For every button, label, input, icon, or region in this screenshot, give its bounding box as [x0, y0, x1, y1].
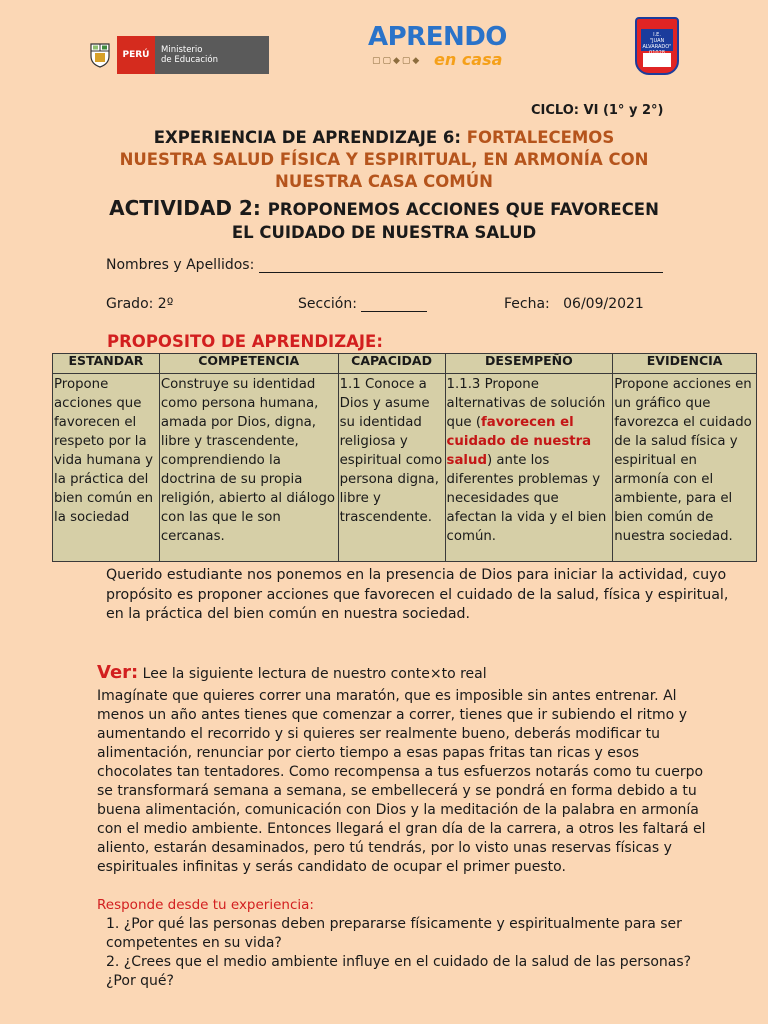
list-item: 1. ¿Por qué las personas deben prepararse físicamente y espiritualmente para ser competentes en su vida?	[106, 916, 682, 951]
en-casa-text: en casa	[434, 50, 503, 69]
cell-estandar: Propone acciones que favorecen el respeto por la vida humana y la práctica del bien común en la sociedad	[53, 374, 160, 562]
ver-heading	[97, 662, 487, 683]
coat-of-arms-icon	[83, 36, 117, 74]
table-header-row	[53, 354, 757, 374]
aprendo-text: APRENDO	[368, 22, 507, 52]
cell-desempeno	[445, 374, 613, 562]
peru-label: PERÚ	[117, 36, 155, 74]
experiencia-prefix: EXPERIENCIA DE APRENDIZAJE 6:	[153, 128, 467, 147]
experiencia-line2: NUESTRA SALUD FÍSICA Y ESPIRITUAL, EN ARMONÍA CON	[119, 150, 649, 169]
ver-subtitle: Lee la siguiente lectura de nuestro conte×to real	[138, 666, 487, 682]
proposito-title: PROPOSITO DE APRENDIZAJE:	[107, 332, 383, 351]
ministry-label	[155, 36, 269, 74]
actividad-title	[0, 197, 768, 244]
competencias-table	[52, 353, 757, 562]
school-crest-line1: I.E.	[653, 32, 661, 38]
header-desempeno: DESEMPEÑO	[445, 354, 613, 374]
fecha-value: 06/09/2021	[563, 296, 644, 312]
grado-label: Grado: 2º	[106, 296, 174, 312]
school-crest-line2: "JUAN ALVARADO"	[642, 38, 672, 50]
experiencia-line1: FORTALECEMOS	[466, 128, 615, 147]
ministry-line2: de Educación	[161, 55, 218, 65]
fecha-label: Fecha:	[504, 296, 550, 312]
ver-label: Ver:	[97, 662, 139, 683]
actividad-label: ACTIVIDAD 2:	[109, 196, 268, 220]
table-row	[53, 374, 757, 562]
ministry-line1: Ministerio	[161, 45, 203, 55]
desempeno-text-a: 1.1.3 Propone alternativas de solución que (	[446, 377, 606, 430]
fecha-field	[504, 296, 644, 312]
nombres-field	[106, 257, 663, 273]
header-capacidad: CAPACIDAD	[338, 354, 445, 374]
cell-competencia: Construye su identidad como persona humana, amada por Dios, digna, libre y trascendente, comprendiendo la doctrina de su propia religión, abierto al diálogo con las que le son cercanas.	[159, 374, 338, 562]
cell-evidencia: Propone acciones en un gráfico que favorezca el cuidado de la salud física y espiritual en armonía con el ambiente, para el bien común de nuestra sociedad.	[613, 374, 757, 562]
responde-title: Responde desde tu experiencia:	[97, 897, 314, 913]
aprendo-dots: ▢▢◆▢◆	[372, 56, 422, 66]
ver-body: Imagínate que quieres correr una maratón, que es imposible sin antes entrenar. Al menos un año antes tienes que comenzar a correr, tienes que ir subiendo el ritmo y aumentando el recorrido y si quieres ser realmente bueno, deberás modificar tu alimentación, renunciar por cierto tiempo a esas papas fritas tan ricas y esos chocolates tan tentadores. Como recompensa a tus esfuerzos notarás como tu cuerpo se transformará semana a semana, se embellecerá y se pondrá en forma debido a tu buena alimentación, comunicación con Dios y la meditación de la palabra en armonía con el medio ambiente. Entonces llegará el gran día de la carrera, a otros les faltará el aliento, estarán desaminados, pero tú tendrás, por lo visto unas reservas físicas y espirituales infinitas y serás candidato de ocupar el primer puesto.	[97, 688, 706, 875]
aprendo-en-casa-logo	[368, 22, 518, 72]
school-crest-icon	[635, 17, 679, 75]
experiencia-title	[0, 127, 768, 193]
desempeno-highlight: favorecen el cuidado de nuestra salud	[446, 415, 592, 468]
desempeno-text-b: ) ante los diferentes problemas y necesidades que afectan la vida y el bien común.	[446, 453, 607, 544]
seccion-field	[298, 296, 427, 312]
experiencia-line3: NUESTRA CASA COMÚN	[275, 172, 493, 191]
header-estandar: ESTANDAR	[53, 354, 160, 374]
actividad-line1: PROPONEMOS ACCIONES QUE FAVORECEN	[267, 200, 659, 219]
nombres-blank[interactable]	[259, 258, 663, 273]
cell-capacidad: 1.1 Conoce a Dios y asume su identidad religiosa y espiritual como persona digna, libre y trascendente.	[338, 374, 445, 562]
ciclo-label: CICLO: VI (1° y 2°)	[531, 103, 664, 118]
seccion-label: Sección:	[298, 296, 362, 312]
school-crest-banner	[641, 29, 673, 51]
minedu-logo	[83, 36, 269, 74]
intro-paragraph: Querido estudiante nos ponemos en la presencia de Dios para iniciar la actividad, cuyo propósito es proponer acciones que favorecen el cuidado de la salud, física y espiritual, en la práctica del bien común en nuestra sociedad.	[106, 567, 729, 622]
header-competencia: COMPETENCIA	[159, 354, 338, 374]
school-crest-emblem	[643, 53, 671, 67]
list-item: 2. ¿Crees que el medio ambiente influye en el cuidado de la salud de las personas? ¿Por qué?	[106, 954, 692, 989]
seccion-blank[interactable]	[361, 297, 427, 312]
actividad-line2: EL CUIDADO DE NUESTRA SALUD	[231, 223, 537, 242]
questions-list	[106, 915, 716, 991]
header-evidencia: EVIDENCIA	[613, 354, 757, 374]
nombres-label: Nombres y Apellidos:	[106, 257, 259, 273]
